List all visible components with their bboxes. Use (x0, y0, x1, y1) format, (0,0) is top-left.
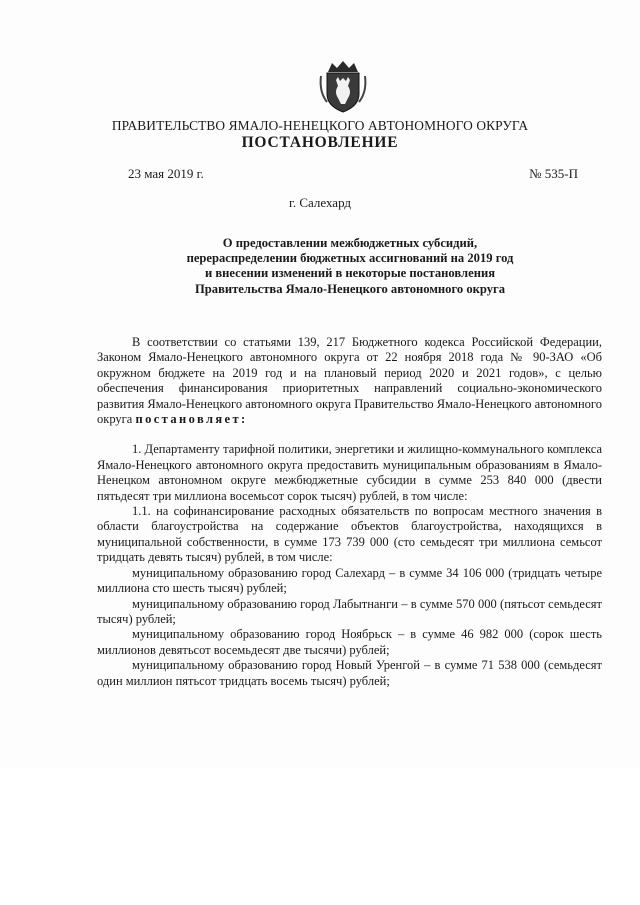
document-number: № 535-П (529, 166, 578, 181)
preamble-text: В соответствии со статьями 139, 217 Бюджетного кодекса Российской Федерации, Законом Ямало-Ненецкого автономного округа от 22 ноября 2018 года № 90-ЗАО «Об окружном бюджете на 2019 год и на плановый период 2020 и 2021 годов», с целью обеспечения финансирования приоритетных направлений социально-экономического развития Ямало-Ненецкого автономного округа Правительство Ямало-Ненецкого автономного округа (97, 335, 602, 427)
paragraph-1: 1. Департаменту тарифной политики, энергетики и жилищно-коммунального комплекса Ямало-Ненецкого автономного округа предоставить муниципальным образованиям в Ямало-Ненецком автономном округе межбюджетные субсидии в сумме 253 840 000 (двести пятьдесят три миллиона восемьсот сорок тысяч) рублей, в том числе: (97, 442, 602, 503)
document-city: г. Салехард (288, 195, 352, 210)
preamble (97, 335, 602, 427)
document-date: 23 мая 2019 г. (128, 166, 204, 181)
coat-of-arms-emblem (318, 58, 368, 114)
list-item-noyabrsk: муниципальному образованию город Ноябрьск – в сумме 46 982 000 (сорок шесть миллионов девятьсот восемьдесят две тысячи) рублей; (97, 627, 602, 657)
document-title: О предоставлении межбюджетных субсидий, перераспределении бюджетных ассигнований на 2019 год и внесении изменений в некоторые постановления Правительства Ямало-Ненецкого автономного округа (186, 236, 514, 296)
paragraph-1-1: 1.1. на софинансирование расходных обязательств по вопросам местного значения в области благоустройства на содержание объектов благоустройства, находящихся в муниципальной собственности, в сумме 173 739 000 (сто семьдесят три миллиона семьсот тридцать девять тысяч) рублей, в том числе: (97, 504, 602, 565)
list-item-novy-urengoy: муниципальному образованию город Новый Уренгой – в сумме 71 538 000 (семьдесят один миллион пятьсот тридцать восемь тысяч) рублей; (97, 658, 602, 688)
list-item-labytnangi: муниципальному образованию город Лабытнанги – в сумме 570 000 (пятьсот семьдесят тысяч) рублей; (97, 596, 602, 626)
blank-area (0, 768, 640, 905)
list-item-salekhard: муниципальному образованию город Салехард – в сумме 34 106 000 (тридцать четыре миллиона сто шесть тысяч) рублей; (97, 565, 602, 596)
document-type: ПОСТАНОВЛЕНИЕ (241, 134, 399, 151)
document-body (97, 335, 602, 689)
resolves-word: постановляет: (135, 412, 248, 427)
government-name: ПРАВИТЕЛЬСТВО ЯМАЛО-НЕНЕЦКОГО АВТОНОМНОГО ОКРУГА (111, 118, 529, 133)
